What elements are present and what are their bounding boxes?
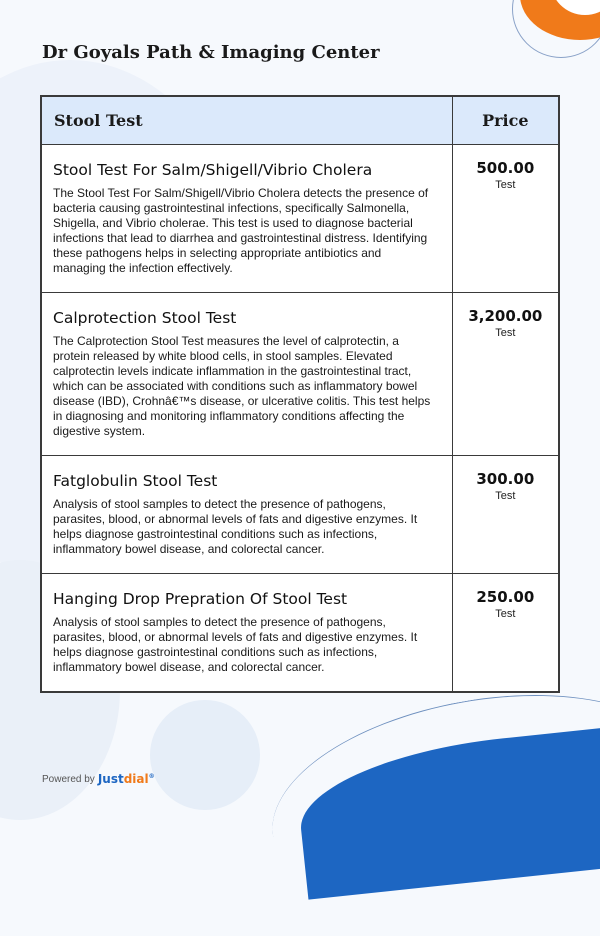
column-header-test: Stool Test [41, 96, 452, 145]
price-value: 3,200.00 [468, 307, 543, 325]
test-description: The Calprotection Stool Test measures the level of calprotectin, a protein released by white blood cells, in stool samples. Elevated calprotectin levels indicate inflammation in the gastrointestinal tract, which can be associated with conditions such as inflammatory bowel disease (IBD), Crohnâ€™s disease, or ulcerative colitis. This test helps in diagnosing and monitoring inflammatory conditions affecting the digestive system. [53, 334, 431, 438]
price-value: 500.00 [476, 159, 535, 177]
table-row [41, 293, 559, 456]
page-title: Dr Goyals Path & Imaging Center [42, 42, 380, 63]
price-unit: Test [495, 490, 516, 502]
table-row [41, 145, 559, 293]
price-value: 300.00 [476, 470, 535, 488]
test-name: Stool Test For Salm/Shigell/Vibrio Cholera [53, 161, 373, 179]
test-cell [41, 456, 452, 574]
test-name: Fatglobulin Stool Test [53, 472, 218, 490]
corner-decoration-line [512, 0, 600, 58]
registered-mark: ® [148, 773, 155, 780]
test-description: The Stool Test For Salm/Shigell/Vibrio Cholera detects the presence of bacteria causing gastrointestinal infections, specifically Salmonella, Shigella, and Vibrio cholerae. This test is used to diagnose bacterial infections that lead to diarrhea and gastrointestinal distress. Identifying these pathogens helps in selecting appropriate antibiotics and managing the infection effectively. [53, 186, 429, 275]
test-name: Calprotection Stool Test [53, 309, 237, 327]
test-description: Analysis of stool samples to detect the presence of pathogens, parasites, blood, or abnormal levels of fats and digestive enzymes. It helps diagnose gastrointestinal conditions such as infections, inflammatory bowel disease, and colorectal cancer. [53, 497, 418, 556]
price-cell [452, 574, 559, 693]
test-description: Analysis of stool samples to detect the presence of pathogens, parasites, blood, or abnormal levels of fats and digestive enzymes. It helps diagnose gastrointestinal conditions such as infections, inflammatory bowel disease, and colorectal cancer. [53, 615, 418, 674]
price-cell [452, 456, 559, 574]
price-unit: Test [495, 327, 516, 339]
test-cell [41, 574, 452, 693]
brand-text-main: Just [97, 772, 124, 786]
table-row [41, 574, 559, 693]
price-unit: Test [495, 179, 516, 191]
test-price-table [40, 95, 560, 693]
price-cell [452, 293, 559, 456]
test-name: Hanging Drop Prepration Of Stool Test [53, 590, 348, 608]
price-unit: Test [495, 608, 516, 620]
test-cell [41, 145, 452, 293]
price-cell [452, 145, 559, 293]
background-circle [150, 700, 260, 810]
table-header-row [41, 96, 559, 145]
test-cell [41, 293, 452, 456]
powered-by-footer [42, 772, 155, 786]
column-header-price: Price [452, 96, 559, 145]
justdial-logo[interactable] [98, 772, 155, 786]
price-value: 250.00 [476, 588, 535, 606]
brand-text-accent: dial [123, 772, 149, 786]
table-row [41, 456, 559, 574]
powered-by-label: Powered by [42, 773, 95, 785]
